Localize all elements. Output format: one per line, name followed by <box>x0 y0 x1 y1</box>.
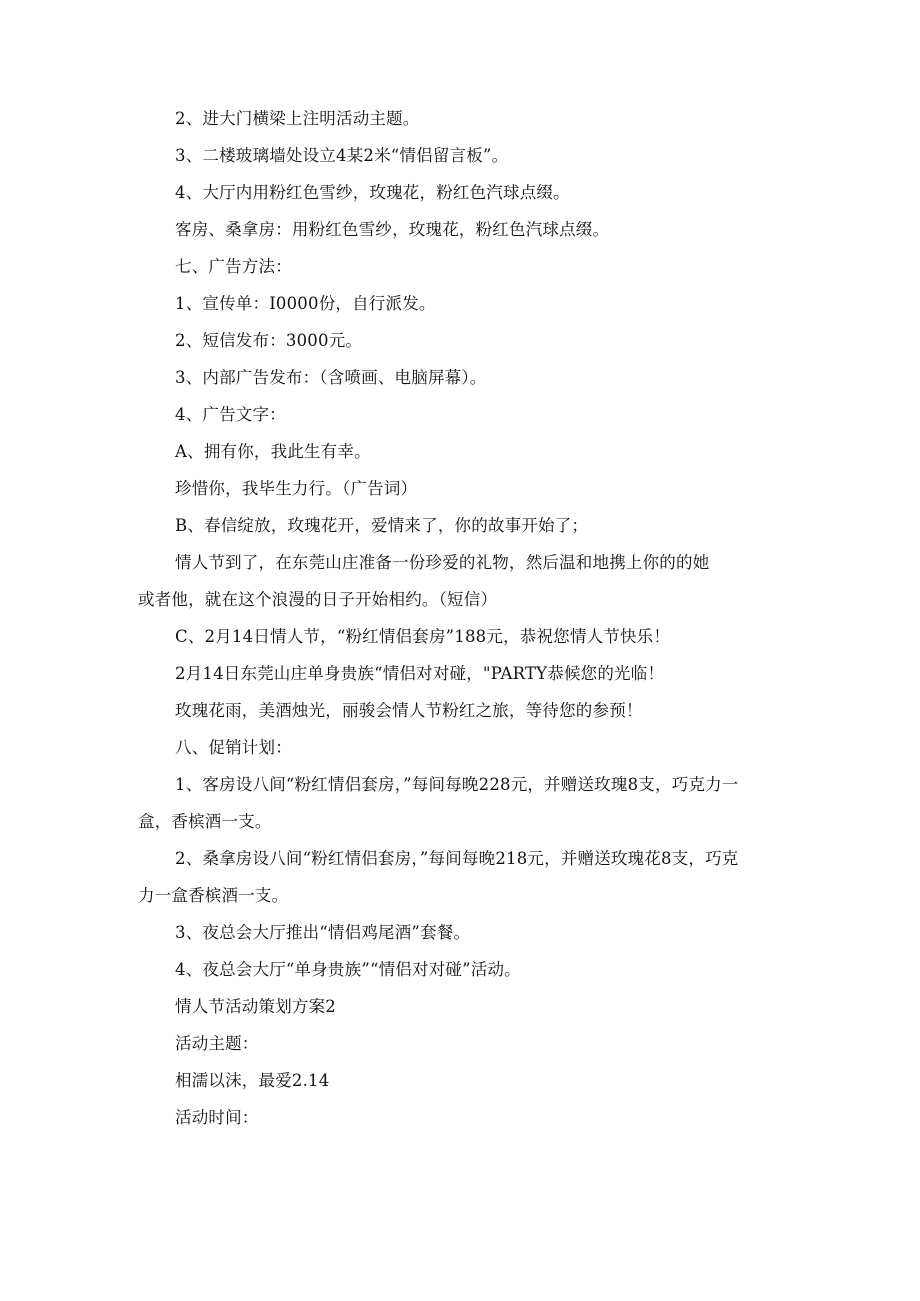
paragraph-line: 活动主题： <box>175 1034 259 1053</box>
paragraph-line: B、春信绽放，玫瑰花开，爱情来了，你的故事开始了； <box>175 516 589 535</box>
document-subtitle: 情人节活动策划方案2 <box>175 997 336 1016</box>
paragraph-continuation: 或者他，就在这个浪漫的日子开始相约。（短信） <box>138 590 498 609</box>
paragraph-line: 2、进大门横梁上注明活动主题。 <box>175 109 420 128</box>
paragraph-line: 1、宣传单：I0000份，自行派发。 <box>175 294 436 313</box>
section-heading: 七、广告方法： <box>175 257 292 276</box>
paragraph-line: 2、桑拿房设八间“粉红情侣套房，”每间每晚218元，并赠送玫瑰花8支，巧克 <box>175 849 739 868</box>
paragraph-line: 4、夜总会大厅“单身贵族”“情侣对对碰”活动。 <box>175 960 521 979</box>
paragraph-line: 珍惜你，我毕生力行。（广告词） <box>175 479 418 498</box>
paragraph-line: 客房、桑拿房：用粉红色雪纱，玫瑰花，粉红色汽球点缀。 <box>175 220 610 239</box>
paragraph-continuation: 盒，香槟酒一支。 <box>138 812 272 831</box>
paragraph-line: 1、客房设八间“粉红情侣套房，”每间每晚228元，并赠送玫瑰8支，巧克力一 <box>175 775 739 794</box>
paragraph-line: C、2月14日情人节，“粉红情侣套房”188元，恭祝您情人节快乐！ <box>175 627 671 646</box>
paragraph-line: 3、夜总会大厅推出“情侣鸡尾酒”套餐。 <box>175 923 471 942</box>
section-heading: 八、促销计划： <box>175 738 292 757</box>
paragraph-line: 4、广告文字： <box>175 405 286 424</box>
paragraph-line: 活动时间： <box>175 1108 259 1127</box>
paragraph-line: 3、内部广告发布：（含喷画、电脑屏幕）。 <box>175 368 487 387</box>
paragraph-continuation: 力一盒香槟酒一支。 <box>138 886 289 905</box>
paragraph-line: 2、短信发布：3000元。 <box>175 331 363 350</box>
paragraph-line: 2月14日东莞山庄单身贵族“情侣对对碰，"PARTY恭候您的光临！ <box>175 664 665 683</box>
paragraph-line: 情人节到了，在东莞山庄准备一份珍爱的礼物，然后温和地携上你的的她 <box>175 553 710 572</box>
paragraph-line: 3、二楼玻璃墙处设立4某2米“情侣留言板”。 <box>175 146 509 165</box>
paragraph-line: 相濡以沫，最爱2.14 <box>175 1071 330 1090</box>
paragraph-line: A、拥有你，我此生有幸。 <box>175 442 371 461</box>
paragraph-line: 4、大厅内用粉红色雪纱，玫瑰花，粉红色汽球点缀。 <box>175 183 570 202</box>
paragraph-line: 玫瑰花雨，美酒烛光，丽骏会情人节粉红之旅，等待您的参预！ <box>175 701 643 720</box>
